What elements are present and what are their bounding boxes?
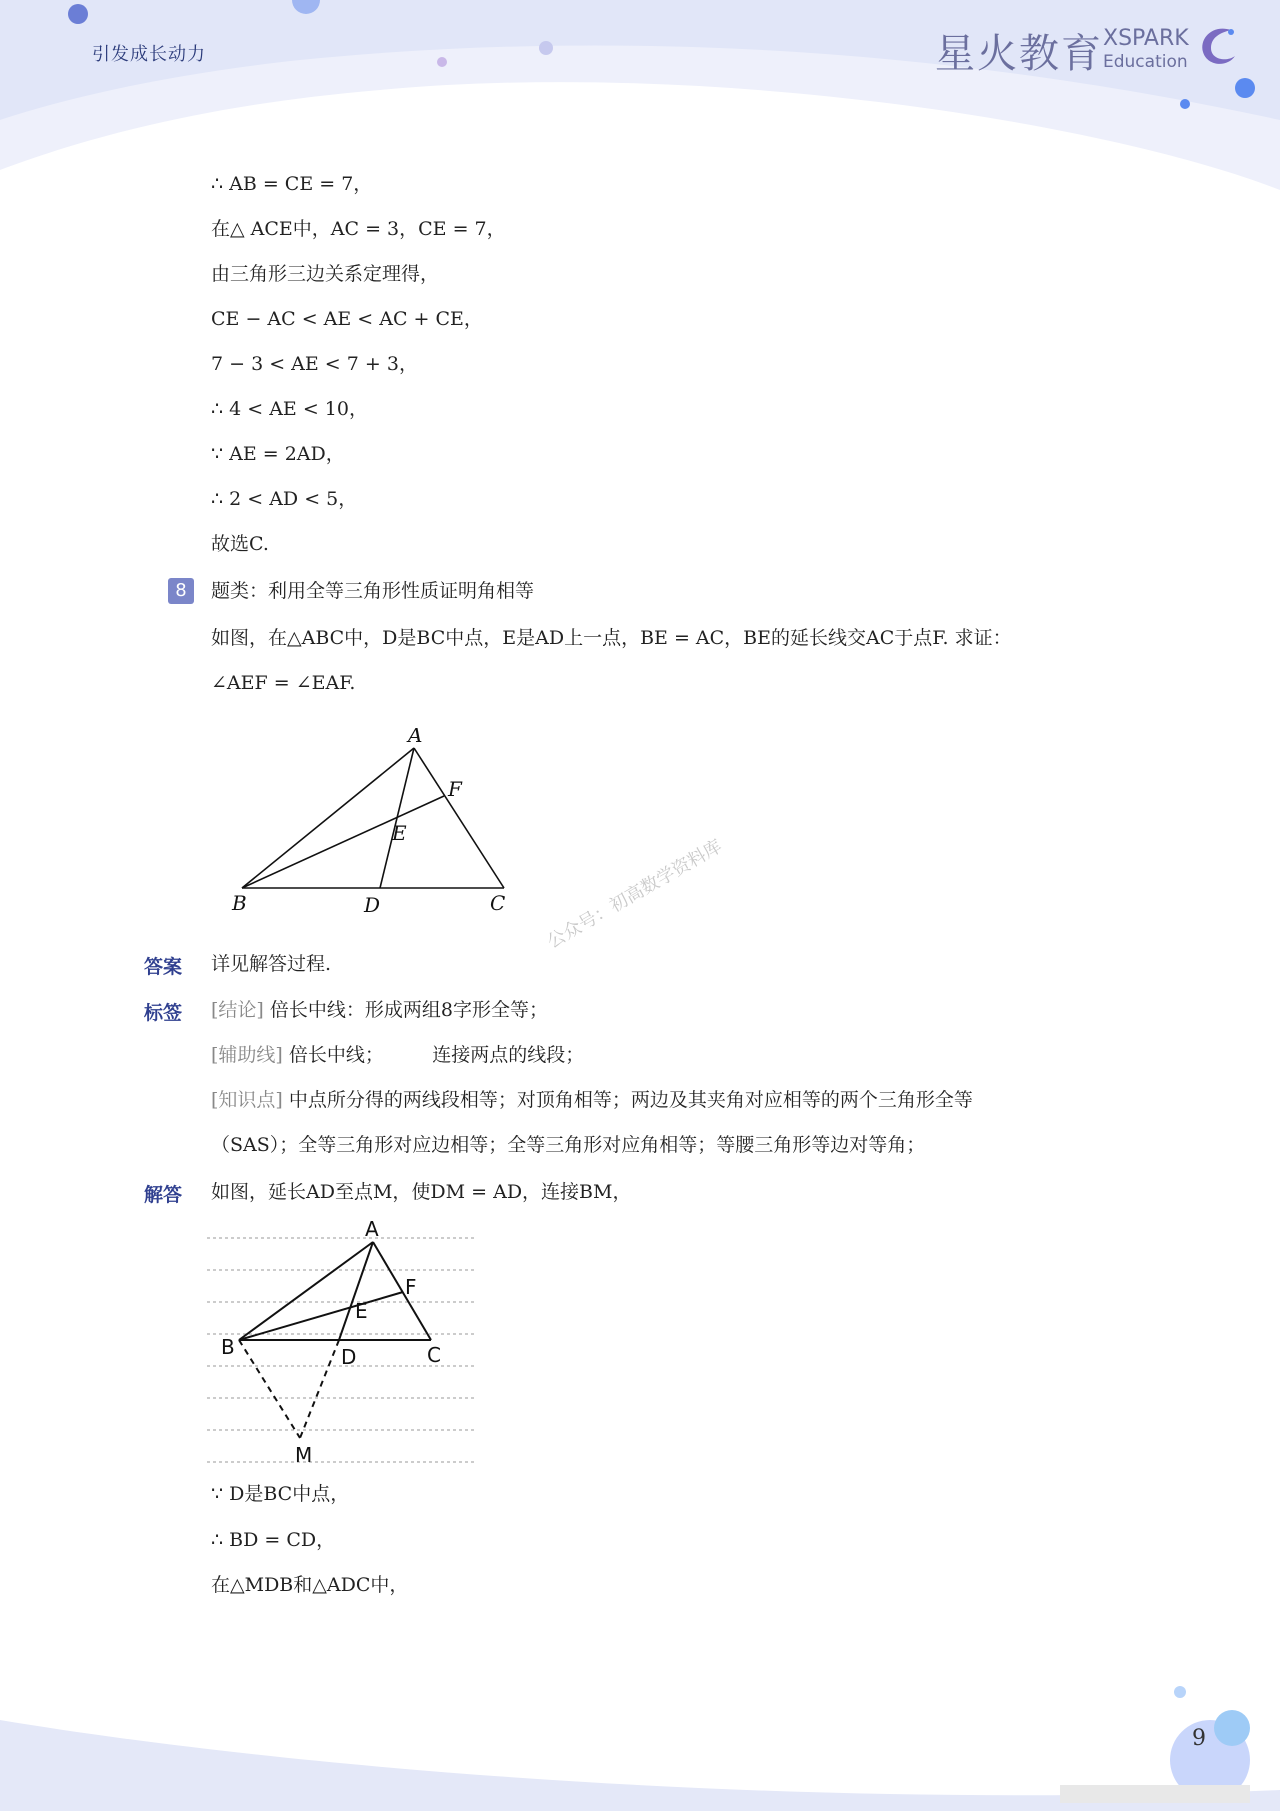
point-label-f: F <box>405 1275 417 1299</box>
problem-number-badge: 8 <box>168 578 194 604</box>
answer-text: 详见解答过程. <box>211 953 332 975</box>
figure-lines <box>239 1242 431 1438</box>
solution-line: ∴ 2 < AD < 5， <box>211 488 358 510</box>
problem-statement-cont: ∠AEF = ∠EAF. <box>211 672 356 694</box>
vertex-label-a: A <box>365 1217 379 1241</box>
solution-tag: 解答 <box>144 1184 183 1206</box>
solution-intro: 如图，延长AD至点M，使DM = AD，连接BM， <box>211 1181 632 1203</box>
vertex-label-b: B <box>221 1335 235 1359</box>
point-label-e: E <box>355 1299 368 1323</box>
point-label-d: D <box>341 1345 357 1369</box>
brand-subtitle: Education <box>1103 52 1188 72</box>
solution-line: 在△MDB和△ADC中， <box>211 1574 409 1596</box>
problem-statement: 如图，在△ABC中，D是BC中点，E是AD上一点，BE = AC，BE的延长线交AC于点F. 求证： <box>211 627 1012 649</box>
knowledge-text: 中点所分得的两线段相等；对顶角相等；两边及其夹角对应相等的两个三角形全等 <box>288 1089 973 1111</box>
brand-name-en: XSPARK <box>1103 26 1189 51</box>
answer-tag: 答案 <box>144 956 183 978</box>
solution-line: ∵ AE = 2AD， <box>211 443 345 465</box>
vertex-label-c: C <box>427 1343 441 1367</box>
point-label-f: F <box>448 777 462 801</box>
triangle-figure <box>228 728 518 918</box>
brand-logo <box>935 18 1245 78</box>
watermark: 公众号：初高数学资料库 <box>543 835 726 953</box>
solution-line: 故选C. <box>211 533 269 555</box>
solution-line: 由三角形三边关系定理得， <box>211 263 440 285</box>
page-number: 9 <box>1192 1726 1206 1751</box>
aux-text: 倍长中线； 连接两点的线段； <box>288 1044 585 1066</box>
triangle-lines <box>242 748 504 888</box>
conclusion-text: 倍长中线：形成两组8字形全等； <box>269 999 548 1021</box>
conclusion-row <box>211 998 548 1022</box>
aux-line-row <box>211 1043 584 1067</box>
slogan: 引发成长动力 <box>92 44 206 65</box>
point-label-e: E <box>392 821 407 845</box>
solution-line: CE − AC < AE < AC + CE， <box>211 308 483 330</box>
solution-line: 在△ ACE中，AC = 3，CE = 7， <box>211 218 506 240</box>
vertex-label-a: A <box>408 728 423 747</box>
knowledge-row <box>211 1088 973 1112</box>
aux-key: [辅助线] <box>211 1044 283 1066</box>
solution-line: ∴ BD = CD， <box>211 1529 336 1551</box>
problem-category: 题类：利用全等三角形性质证明角相等 <box>211 580 535 602</box>
footer-background <box>0 1660 1280 1811</box>
vertex-label-c: C <box>490 891 506 915</box>
point-label-d: D <box>364 893 381 917</box>
vertex-label-b: B <box>232 891 247 915</box>
handdrawn-figure <box>207 1210 487 1470</box>
labels-tag: 标签 <box>144 1002 183 1024</box>
brand-name-cn: 星火教育 <box>935 31 1103 77</box>
solution-line: ∴ AB = CE = 7， <box>211 173 373 195</box>
solution-line: ∵ D是BC中点， <box>211 1483 350 1505</box>
solution-line: ∴ 4 < AE < 10， <box>211 398 368 420</box>
conclusion-key: [结论] <box>211 999 264 1021</box>
point-label-m: M <box>295 1443 313 1467</box>
spark-logo-icon <box>1191 20 1243 72</box>
knowledge-text-cont: （SAS）；全等三角形对应边相等；全等三角形对应角相等；等腰三角形等边对等角； <box>211 1134 926 1156</box>
knowledge-key: [知识点] <box>211 1089 283 1111</box>
solution-line: 7 − 3 < AE < 7 + 3， <box>211 353 418 375</box>
